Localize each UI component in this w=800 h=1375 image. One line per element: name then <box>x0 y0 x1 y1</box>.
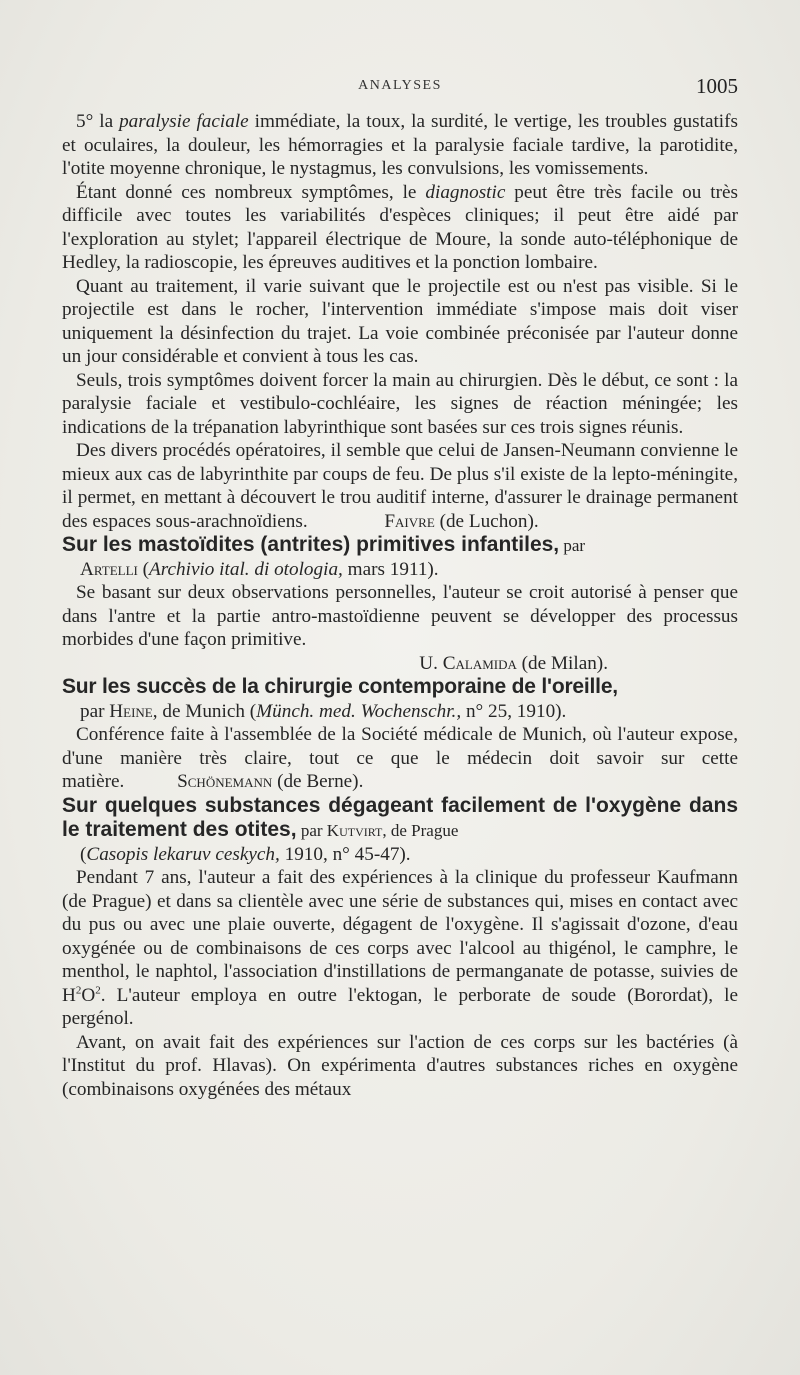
paragraph: Pendant 7 ans, l'auteur a fait des expériences à la clinique du professeur Kaufmann (de Prague) et dans sa clientèle avec une série de substances qui, mises en contact avec du pus ou avec une plaie ouverte, dégagent de l'oxygène. Il s'agissait d'ozone, d'eau oxygénée ou de combinaisons de ces corps avec l'alcool au thigénol, le camphre, le menthol, le naphtol, l'association d'instillations de permanganate de potasse, suivies de $H^2O^2$. L'auteur employa en outre l'ektogan, le perborate de soude (Borordat), le pergénol. <box>62 867 738 1029</box>
signature: U. Calamida (de Milan). <box>419 652 608 674</box>
paragraph: 5° la paralysie faciale immédiate, la toux, la surdité, le vertige, les troubles gustatifs et oculaires, la douleur, les hémorragies et la paralysie faciale tardive, la parotidite, l'otite moyenne chronique, le nystagmus, les convulsions, les vomissements. <box>62 111 738 179</box>
page-number: 1005 <box>696 74 738 98</box>
paragraph: Quant au traitement, il varie suivant que le projectile est ou n'est pas visible. Si le projectile est dans le rocher, l'intervention immédiate s'impose mais doit viser uniquement la désinfection du trajet. La voie combinée préconisée par l'auteur donne un jour considérable et convient à tous les cas. <box>62 275 738 367</box>
signature: Faivre (de Luchon). <box>384 510 539 532</box>
page-header <box>62 74 738 100</box>
italic-term: diagnostic <box>425 181 506 203</box>
body-text <box>62 110 738 1101</box>
paragraph: Se basant sur deux observations personnelles, l'auteur se croit autorisé à penser que dans l'antre et la partie antro-mastoïdienne peuvent se développer des processus morbides d'une façon primitive. <box>62 582 738 650</box>
signature: Schönemann (de Berne). <box>177 771 364 792</box>
italic-term: paralysie faciale <box>119 111 249 132</box>
paragraph: Avant, on avait fait des expériences sur l'action de ces corps sur les bactéries (à l'Institut du prof. Hlavas). On expérimenta d'autres substances riches en oxygène (combinaisons oxygénées des métaux <box>62 1031 738 1100</box>
paragraph: Conférence faite à l'assemblée de la Société médicale de Munich, où l'auteur expose, d'une manière très claire, tout ce que le médecin doit savoir sur cette matière. Schönemann (de Berne). <box>62 724 738 792</box>
article-title: Sur quelques substances dégageant facilement de l'oxygène dans le traitement des otites, par Kutvirt, de Prague <box>62 793 738 841</box>
article-title: Sur les succès de la chirurgie contemporaine de l'oreille, <box>62 675 618 698</box>
paragraph: Étant donné ces nombreux symptômes, le diagnostic peut être très facile ou très difficile avec toutes les variabilités d'espèces cliniques; il peut être aidé par l'exploration au stylet; l'appareil électrique de Moure, la sonde auto-téléphonique de Hedley, la radioscopie, les épreuves auditives et la ponction lombaire. <box>62 181 738 273</box>
paragraph: Seuls, trois symptômes doivent forcer la main au chirurgien. Dès le début, ce sont : la paralysie faciale et vestibulo-cochléaire, les signes de réaction méningée; les indications de la trépanation labyrinthique sont basées sur ces trois signes réunis. <box>62 369 738 438</box>
article-title: Sur les mastoïdites (antrites) primitives infantiles, par <box>62 533 586 556</box>
running-head: ANALYSES <box>358 78 442 93</box>
article-reference: par Heine, de Munich (Münch. med. Wochenschr., n° 25, 1910). <box>80 700 567 722</box>
article-reference: Artelli (Archivio ital. di otologia, mars 1911). <box>80 558 439 580</box>
article-reference: (Casopis lekaruv ceskych, 1910, n° 45-47). <box>80 843 411 865</box>
paragraph: Des divers procédés opératoires, il semble que celui de Jansen-Neumann convienne le mieux aux cas de labyrinthite par coups de feu. De plus s'il existe de la lepto-méningite, il permet, en mettant à découvert le trou auditif interne, d'assurer le drainage permanent des espaces sous-arachnoïdiens. Faivre (de Luchon). <box>62 440 738 532</box>
